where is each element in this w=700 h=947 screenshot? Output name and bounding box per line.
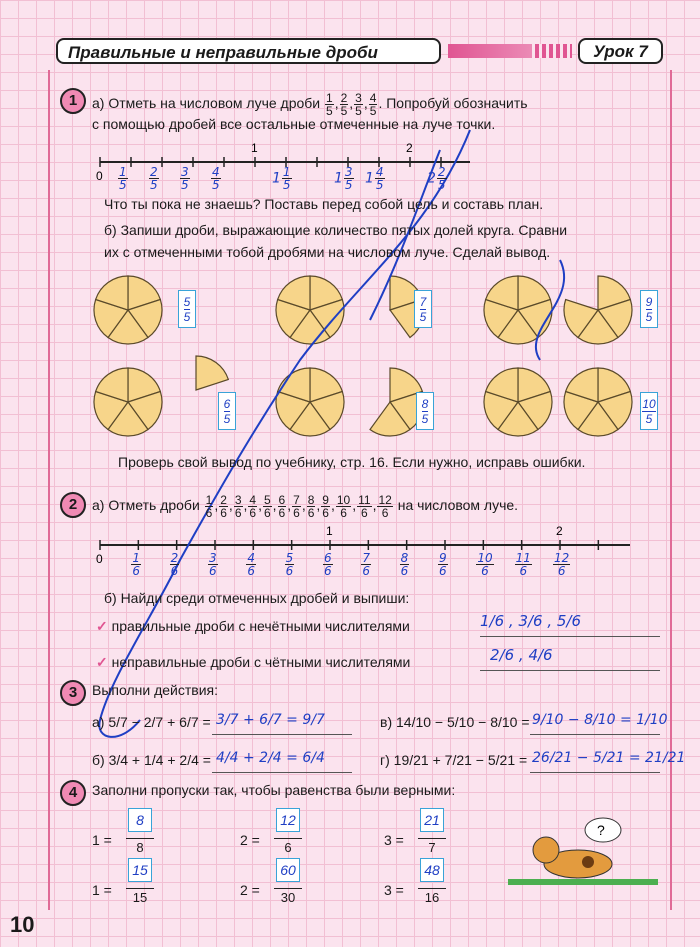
fraction — [400, 552, 410, 577]
fraction-denominator: 6 — [247, 564, 255, 578]
task4-denominator: 30 — [280, 890, 296, 905]
task4-whole: 2 = — [240, 832, 260, 848]
fraction-numerator: 3 — [209, 551, 217, 565]
fraction-numerator: 12 — [378, 493, 392, 507]
fraction-numerator: 7 — [293, 493, 300, 507]
fraction-denominator: 6 — [170, 564, 179, 578]
dog-head — [533, 837, 559, 863]
ray1-answer — [117, 166, 129, 191]
fraction — [377, 494, 392, 519]
fraction-denominator: 5 — [437, 178, 446, 192]
fraction-denominator: 5 — [150, 178, 158, 192]
ray1-answer — [365, 166, 386, 191]
fraction-denominator: 6 — [249, 506, 257, 520]
fraction — [344, 166, 354, 191]
task4-numerator-box[interactable]: 8 — [128, 808, 152, 832]
fraction-denominator: 6 — [293, 506, 300, 520]
ray2-answer — [360, 552, 372, 577]
fraction — [361, 552, 371, 577]
fraction-numerator: 1 — [119, 165, 127, 179]
whole-part: 2 — [427, 170, 436, 187]
answer-line-3a — [212, 734, 352, 735]
task3-a-label: а) — [92, 714, 105, 730]
fraction — [375, 166, 385, 191]
fraction-denominator: 5 — [344, 178, 353, 192]
fraction — [131, 552, 141, 577]
comma: , — [214, 497, 219, 514]
fraction-bar — [126, 838, 154, 839]
question-icon: ? — [597, 822, 605, 838]
fraction-denominator: 6 — [439, 564, 447, 578]
fraction-numerator: 4 — [375, 165, 384, 179]
task2-b-text: б) Найди среди отмеченных дробей и выпиши: — [104, 590, 410, 606]
dog-spot — [582, 856, 594, 868]
ray1-answer — [334, 166, 355, 191]
answer-box — [414, 290, 432, 328]
task1-b-text-2: их с отмеченными тобой дробями на числовом луче. Сделай вывод. — [104, 244, 551, 260]
fraction-numerator: 3 — [181, 165, 189, 179]
fraction — [211, 166, 221, 191]
page-number: 10 — [10, 912, 35, 937]
check-icon: ✓ — [96, 654, 108, 670]
answer-box — [178, 290, 196, 328]
answer-fraction — [219, 393, 235, 429]
fraction-bar — [418, 888, 446, 889]
fraction-bar — [274, 838, 302, 839]
fraction-numerator: 1 — [282, 165, 291, 179]
ray-label: 2 — [556, 524, 563, 538]
task3-d — [380, 752, 527, 768]
ray-label: 0 — [96, 169, 103, 183]
task3-a-answer: 3/7 + 6/7 = 9/7 — [216, 712, 325, 728]
fraction-denominator: 6 — [557, 564, 566, 578]
task2-a-text — [92, 494, 518, 519]
comma: , — [363, 95, 368, 112]
fraction-numerator: 12 — [554, 551, 570, 565]
whole-part: 1 — [272, 170, 281, 187]
fraction-denominator: 6 — [278, 506, 286, 520]
answer-denominator: 5 — [421, 411, 429, 426]
fraction-denominator: 6 — [307, 506, 315, 520]
fraction-circles — [94, 276, 632, 436]
ray2-answer — [245, 552, 257, 577]
answer-line-1 — [480, 636, 660, 637]
dog-illustration — [508, 812, 658, 892]
fraction-denominator: 6 — [400, 564, 409, 578]
task3-a-expr: 5/7 − 2/7 + 6/7 = — [108, 714, 211, 730]
task3-c-answer: 9/10 − 8/10 = 1/10 — [532, 712, 668, 728]
answer-fraction — [179, 291, 195, 327]
ray1-answer — [179, 166, 191, 191]
task1-check-text: Проверь свой вывод по учебнику, стр. 16. Если нужно, исправь ошибки. — [118, 454, 586, 470]
lesson-label: Урок 7 — [578, 38, 663, 64]
whole-part: 1 — [334, 170, 343, 187]
fraction-numerator: 3 — [355, 91, 362, 105]
fraction-numerator: 2 — [437, 165, 446, 179]
fraction-numerator: 2 — [150, 165, 158, 179]
fraction-numerator: 7 — [362, 551, 370, 565]
task4-numerator-box[interactable]: 48 — [420, 858, 444, 882]
fraction-numerator: 5 — [263, 493, 271, 507]
fraction-denominator: 5 — [375, 178, 384, 192]
fraction-numerator: 6 — [324, 551, 332, 565]
circle-slice — [196, 356, 228, 390]
comma: , — [258, 497, 262, 514]
fraction-denominator: 5 — [340, 104, 348, 118]
task3-b-expr: 3/4 + 1/4 + 2/4 = — [108, 752, 211, 768]
ray2-answer — [130, 552, 142, 577]
answer-numerator: 7 — [419, 294, 427, 309]
fraction-numerator: 2 — [170, 551, 179, 565]
whole-part: 1 — [365, 170, 374, 187]
task4-whole: 2 = — [240, 882, 260, 898]
ray2-answer — [322, 552, 334, 577]
task-number-1: 1 — [60, 88, 86, 114]
fraction — [307, 494, 316, 519]
fraction-numerator: 2 — [220, 493, 227, 507]
fraction-denominator: 6 — [322, 506, 329, 520]
fraction — [234, 494, 243, 519]
task4-whole: 1 = — [92, 832, 112, 848]
task4-whole: 3 = — [384, 832, 404, 848]
fraction — [205, 494, 214, 519]
ray2-answer — [514, 552, 533, 577]
fraction-denominator: 6 — [324, 564, 332, 578]
ray1-answer — [148, 166, 160, 191]
task1-a-text-2: с помощью дробей все остальные отмеченные на луче точки. — [92, 116, 496, 132]
task3-a — [92, 714, 211, 730]
task4-numerator-box[interactable]: 21 — [420, 808, 444, 832]
fraction-denominator: 6 — [263, 506, 271, 520]
answer-denominator: 5 — [183, 309, 191, 324]
answer-numerator: 5 — [183, 294, 191, 309]
task4-numerator-box[interactable]: 60 — [276, 858, 300, 882]
task4-numerator-box[interactable]: 12 — [276, 808, 300, 832]
fraction-bar — [418, 838, 446, 839]
fraction-denominator: 6 — [519, 564, 528, 578]
fraction-denominator: 5 — [326, 104, 333, 118]
fraction-numerator: 6 — [278, 493, 286, 507]
fraction-denominator: 5 — [355, 104, 362, 118]
answer-denominator: 5 — [645, 309, 653, 324]
task3-c-expr: 14/10 − 5/10 − 8/10 = — [396, 714, 530, 730]
answer-line-2 — [480, 670, 660, 671]
task3-c — [380, 714, 530, 730]
fraction-denominator: 6 — [209, 564, 217, 578]
comma: , — [372, 497, 377, 514]
task3-b — [92, 752, 211, 768]
task1-a-text-start: а) Отметь на числовом луче дроби — [92, 95, 321, 112]
fraction — [553, 552, 570, 577]
answer-denominator: 5 — [645, 411, 653, 426]
task4-denominator: 6 — [284, 840, 292, 855]
fraction — [437, 166, 447, 191]
answer-numerator: 10 — [642, 396, 656, 411]
fraction-numerator: 8 — [307, 493, 315, 507]
task4-whole: 1 = — [92, 882, 112, 898]
task3-b-answer: 4/4 + 2/4 = 6/4 — [216, 750, 325, 766]
fraction-numerator: 1 — [205, 493, 213, 507]
fraction — [321, 494, 330, 519]
ray2-answer — [552, 552, 571, 577]
fraction-numerator: 9 — [322, 493, 329, 507]
fraction-denominator: 5 — [369, 104, 377, 118]
answer-fraction — [641, 291, 657, 327]
fraction — [515, 552, 532, 577]
comma: , — [228, 497, 233, 514]
answer-line-3d — [530, 772, 660, 773]
fraction — [208, 552, 218, 577]
answer-line-3c — [530, 734, 660, 735]
fraction-bar — [126, 888, 154, 889]
fraction-numerator: 10 — [477, 551, 493, 565]
fraction — [263, 494, 272, 519]
fraction-denominator: 6 — [132, 564, 140, 578]
fraction-numerator: 2 — [340, 91, 348, 105]
fraction-numerator: 9 — [439, 551, 447, 565]
comma: , — [330, 497, 335, 514]
answer-denominator: 5 — [223, 411, 231, 426]
task3-d-label: г) — [380, 752, 390, 768]
task-number-2: 2 — [60, 492, 86, 518]
task3-c-label: в) — [380, 714, 393, 730]
fraction — [278, 494, 287, 519]
fraction — [438, 552, 448, 577]
ray2-answer — [169, 552, 181, 577]
task3-d-answer: 26/21 − 5/21 = 21/21 — [532, 750, 686, 766]
task1-question: Что ты пока не знаешь? Поставь перед собой цель и составь план. — [104, 196, 544, 212]
task-number-4: 4 — [60, 780, 86, 806]
task4-denominator: 8 — [136, 840, 144, 855]
fraction-numerator: 3 — [234, 493, 242, 507]
task2-a-text-end: на числовом луче. — [397, 497, 519, 514]
task4-numerator-box[interactable]: 15 — [128, 858, 152, 882]
ray2-answer — [284, 552, 296, 577]
task4-denominator: 15 — [132, 890, 148, 905]
fraction-numerator: 11 — [515, 551, 531, 565]
task2-item2 — [96, 654, 410, 671]
task4-denominator: 7 — [428, 840, 436, 855]
answer-line-3b — [212, 772, 352, 773]
fraction-denominator: 5 — [181, 178, 189, 192]
fraction — [336, 494, 351, 519]
task2-item1-label: правильные дроби с нечётными числителями — [111, 618, 410, 634]
answer-fraction — [415, 291, 431, 327]
comma: , — [243, 497, 248, 514]
comma: , — [316, 497, 321, 514]
fraction-denominator: 6 — [362, 564, 370, 578]
ray-label: 1 — [326, 524, 333, 538]
fraction-numerator: 11 — [358, 493, 371, 507]
ray2-answer — [207, 552, 219, 577]
ray1-answer — [210, 166, 222, 191]
fraction — [149, 166, 159, 191]
answer-numerator: 8 — [421, 396, 429, 411]
task2-item2-label: неправильные дроби с чётными числителями — [111, 654, 411, 670]
task4-text: Заполни пропуски так, чтобы равенства были верными: — [92, 782, 456, 798]
fraction-denominator: 6 — [361, 506, 368, 520]
fraction — [292, 494, 301, 519]
task2-item1-answer: 1/6 , 3/6 , 5/6 — [480, 612, 582, 630]
ray-label: 2 — [406, 141, 413, 155]
fraction-denominator: 6 — [381, 506, 389, 520]
fraction-numerator: 1 — [132, 551, 140, 565]
comma: , — [334, 95, 339, 112]
fraction-numerator: 4 — [247, 551, 255, 565]
answer-box — [218, 392, 236, 430]
task3-b-label: б) — [92, 752, 105, 768]
fraction-denominator: 6 — [220, 506, 227, 520]
fraction — [357, 494, 371, 519]
fraction-numerator: 4 — [369, 91, 377, 105]
answer-fraction — [641, 393, 657, 429]
task2-a-text-start: а) Отметь дроби — [92, 497, 200, 514]
fraction-denominator: 6 — [205, 506, 213, 520]
task2-a-fractions — [204, 493, 394, 520]
answer-fraction — [417, 393, 433, 429]
comma: , — [349, 95, 354, 112]
fraction-numerator: 4 — [249, 493, 257, 507]
fraction — [323, 552, 333, 577]
fraction-numerator: 10 — [336, 493, 351, 507]
page-title: Правильные и неправильные дроби — [56, 38, 441, 64]
ray-label: 0 — [96, 552, 103, 566]
fraction-numerator: 3 — [344, 165, 353, 179]
fraction — [180, 166, 190, 191]
fraction-numerator: 5 — [285, 551, 294, 565]
answer-denominator: 5 — [419, 309, 427, 324]
fraction-numerator: 4 — [212, 165, 220, 179]
task3-text: Выполни действия: — [92, 682, 218, 698]
fraction-numerator: 1 — [326, 91, 333, 105]
fraction — [285, 552, 295, 577]
check-icon: ✓ — [96, 618, 108, 634]
task2-item1 — [96, 618, 410, 635]
task-number-3: 3 — [60, 680, 86, 706]
fraction-denominator: 6 — [481, 564, 489, 578]
fraction — [246, 552, 256, 577]
ray2-answer — [399, 552, 411, 577]
ray2-answer — [475, 552, 494, 577]
fraction-numerator: 8 — [400, 551, 409, 565]
fraction-denominator: 6 — [285, 564, 294, 578]
task1-b-text-1: б) Запиши дроби, выражающие количество пятых долей круга. Сравни — [104, 222, 568, 238]
fraction — [118, 166, 128, 191]
fraction-denominator: 6 — [340, 506, 347, 520]
ray1-answer — [427, 166, 448, 191]
fraction-denominator: 6 — [234, 506, 242, 520]
task2-item2-answer: 2/6 , 4/6 — [490, 646, 553, 664]
answer-numerator: 6 — [223, 396, 231, 411]
task4-whole: 3 = — [384, 882, 404, 898]
fraction — [170, 552, 180, 577]
ray2-answer — [437, 552, 449, 577]
fraction-denominator: 5 — [212, 178, 220, 192]
comma: , — [272, 497, 277, 514]
answer-numerator: 9 — [645, 294, 653, 309]
fraction-denominator: 5 — [282, 178, 291, 192]
task3-d-expr: 19/21 + 7/21 − 5/21 = — [393, 752, 528, 768]
answer-box — [640, 392, 658, 430]
fraction — [476, 552, 493, 577]
task4-denominator: 16 — [424, 890, 440, 905]
ray1-answer — [272, 166, 293, 191]
comma: , — [287, 497, 292, 514]
fraction-denominator: 5 — [119, 178, 127, 192]
answer-box — [640, 290, 658, 328]
fraction — [282, 166, 292, 191]
answer-box — [416, 392, 434, 430]
ray-label: 1 — [251, 141, 258, 155]
comma: , — [352, 497, 357, 514]
fraction — [248, 494, 257, 519]
fraction — [219, 494, 228, 519]
fraction-bar — [274, 888, 302, 889]
comma: , — [301, 497, 306, 514]
task1-a-text-end: . Попробуй обозначить — [378, 95, 528, 112]
